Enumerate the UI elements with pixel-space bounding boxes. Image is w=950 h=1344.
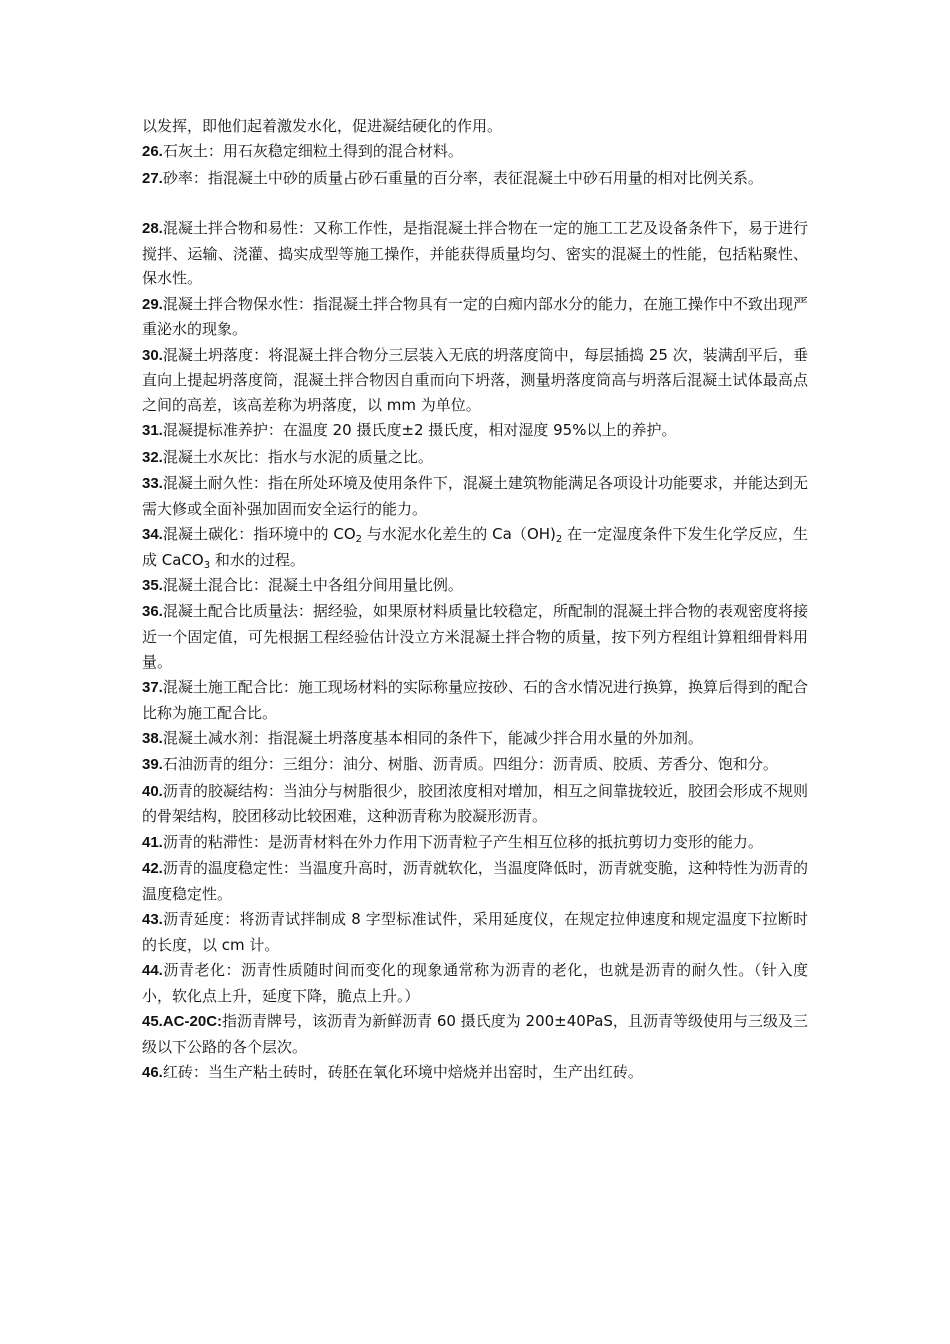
paragraph-text: 混凝土拌合物保水性：指混凝土拌合物具有一定的白痴内部水分的能力，在施工操作中不致出现严重泌水的现象。: [142, 294, 808, 339]
paragraph-number: 35.: [142, 577, 163, 595]
paragraph-text: 混凝土坍落度：将混凝土拌合物分三层装入无底的坍落度筒中，每层插捣 25 次，装满刮平后，垂直向上提起坍落度筒，混凝土拌合物因自重而向下坍落，测量坍落度筒高与坍落后混凝土试体最高点之间的高差，该高差称为坍落度，以 mm 为单位。: [142, 345, 808, 414]
paragraph-37: [142, 675, 808, 725]
paragraph-26: [142, 139, 808, 165]
paragraph-text: 混凝提标准养护：在温度 20 摄氏度±2 摄氏度，相对湿度 95%以上的养护。: [162, 421, 677, 440]
paragraph-text: 沥青的粘滞性：是沥青材料在外力作用下沥青粒子产生相互位移的抵抗剪切力变形的能力。: [162, 832, 763, 851]
paragraph-text: 混凝土碳化：指环境中的 CO: [162, 525, 356, 544]
paragraph-46: [142, 1060, 808, 1086]
paragraph-41: [142, 830, 808, 856]
paragraph-35: [142, 573, 808, 599]
paragraph-text: 沥青老化：沥青性质随时间而变化的现象通常称为沥青的老化，也就是沥青的耐久性。（针入度小，软化点上升，延度下降，脆点上升。）: [142, 961, 808, 1005]
document-page: [142, 114, 808, 1087]
paragraph-text: 红砖：当生产粘土砖时，砖胚在氧化环境中焙烧并出窑时，生产出红砖。: [162, 1063, 643, 1082]
paragraph-text: 石油沥青的组分：三组分：油分、树脂、沥青质。四组分：沥青质、胶质、芳香分、饱和分。: [162, 755, 778, 774]
paragraph-text: 混凝土混合比：混凝土中各组分间用量比例。: [162, 576, 463, 595]
blank-line: [142, 192, 808, 216]
paragraph-text: 沥青延度：将沥青试拌制成 8 字型标准试件，采用延度仪，在规定拉伸速度和规定温度下拉断时的长度，以 cm 计。: [142, 910, 808, 954]
paragraph-40: [142, 779, 808, 829]
subscript: 3: [203, 559, 211, 571]
paragraph-number: 38.: [142, 730, 163, 748]
paragraph-text: 沥青的温度稳定性：当温度升高时，沥青就软化，当温度降低时，沥青就变脆，这种特性为沥青的温度稳定性。: [142, 859, 808, 903]
paragraph-number: 30.: [142, 346, 163, 364]
paragraph-text: 混凝土减水剂：指混凝土坍落度基本相同的条件下，能减少拌合用水量的外加剂。: [162, 729, 703, 748]
paragraph-text: 混凝土水灰比：指水与水泥的质量之比。: [162, 447, 433, 466]
paragraph-number: 36.: [142, 603, 163, 621]
paragraph-number: 29.: [142, 295, 163, 313]
paragraph-45: [142, 1009, 808, 1059]
paragraph-25-continued: [142, 114, 808, 139]
subscript: 2: [355, 534, 363, 546]
paragraph-39: [142, 752, 808, 778]
paragraph-text: 混凝土拌合物和易性：又称工作性，是指混凝土拌合物在一定的施工工艺及设备条件下，易于进行搅拌、运输、浇灌、捣实成型等施工操作，并能获得质量均匀、密实的混凝土的性能，包括粘聚性、保水性。: [142, 219, 808, 288]
paragraph-43: [142, 907, 808, 957]
paragraph-number: 43.: [142, 911, 163, 929]
paragraph-text: 指沥青牌号，该沥青为新鲜沥青 60 摄氏度为 200±40PaS，且沥青等级使用与三级及三级以下公路的各个层次。: [142, 1012, 808, 1056]
paragraph-number: 32.: [142, 448, 163, 466]
paragraph-text: 以发挥，即他们起着激发水化，促进凝结硬化的作用。: [142, 117, 503, 135]
paragraph-text: 石灰土：用石灰稳定细粒土得到的混合材料。: [162, 142, 463, 161]
paragraph-number: 31.: [142, 422, 163, 440]
paragraph-44: [142, 958, 808, 1008]
paragraph-29: [142, 292, 808, 342]
paragraph-36: [142, 599, 808, 674]
paragraph-text: 沥青的胶凝结构：当油分与树脂很少，胶团浓度相对增加，相互之间靠拢较近，胶团会形成不规则的骨架结构，胶团移动比较困难，这种沥青称为胶凝形沥青。: [142, 781, 808, 826]
paragraph-text: 和水的过程。: [210, 550, 305, 569]
paragraph-number: 37.: [142, 679, 163, 697]
paragraph-number: 40.: [142, 782, 163, 800]
paragraph-number: 39.: [142, 756, 163, 774]
paragraph-28: [142, 216, 808, 291]
paragraph-32: [142, 445, 808, 471]
paragraph-38: [142, 726, 808, 752]
paragraph-42: [142, 856, 808, 906]
paragraph-number: 44.: [142, 962, 163, 980]
paragraph-number: 34.: [142, 526, 163, 544]
paragraph-number: 26.: [142, 143, 163, 161]
paragraph-number: 28.: [142, 220, 163, 238]
paragraph-number: 46.: [142, 1064, 163, 1082]
paragraph-text: 混凝土耐久性：指在所处环境及使用条件下，混凝土建筑物能满足各项设计功能要求，并能达到无需大修或全面补强加固而安全运行的能力。: [142, 474, 808, 518]
paragraph-number: 41.: [142, 833, 163, 851]
paragraph-number: 42.: [142, 860, 163, 878]
paragraph-text: 与水泥水化差生的 Ca（OH): [362, 525, 556, 544]
paragraph-number: 33.: [142, 475, 163, 493]
paragraph-30: [142, 343, 808, 418]
paragraph-text: 混凝土施工配合比：施工现场材料的实际称量应按砂、石的含水情况进行换算，换算后得到的配合比称为施工配合比。: [142, 678, 808, 722]
paragraph-33: [142, 471, 808, 521]
paragraph-text: 在一定湿度条件下发生化学反应，生成 CaCO: [142, 525, 808, 569]
paragraph-text: 混凝土配合比质量法：据经验，如果原材料质量比较稳定，所配制的混凝土拌合物的表观密度将接近一个固定值，可先根据工程经验估计没立方米混凝土拌合物的质量，按下列方程组计算粗细骨料用量。: [142, 602, 808, 671]
paragraph-27: [142, 166, 808, 192]
paragraph-text: 砂率：指混凝土中砂的质量占砂石重量的百分率，表征混凝土中砂石用量的相对比例关系。: [162, 168, 763, 187]
paragraph-number: 45.AC-20C:: [142, 1013, 223, 1031]
subscript: 2: [555, 534, 563, 546]
paragraph-31: [142, 418, 808, 444]
paragraph-number: 27.: [142, 169, 163, 187]
paragraph-34: [142, 522, 808, 572]
